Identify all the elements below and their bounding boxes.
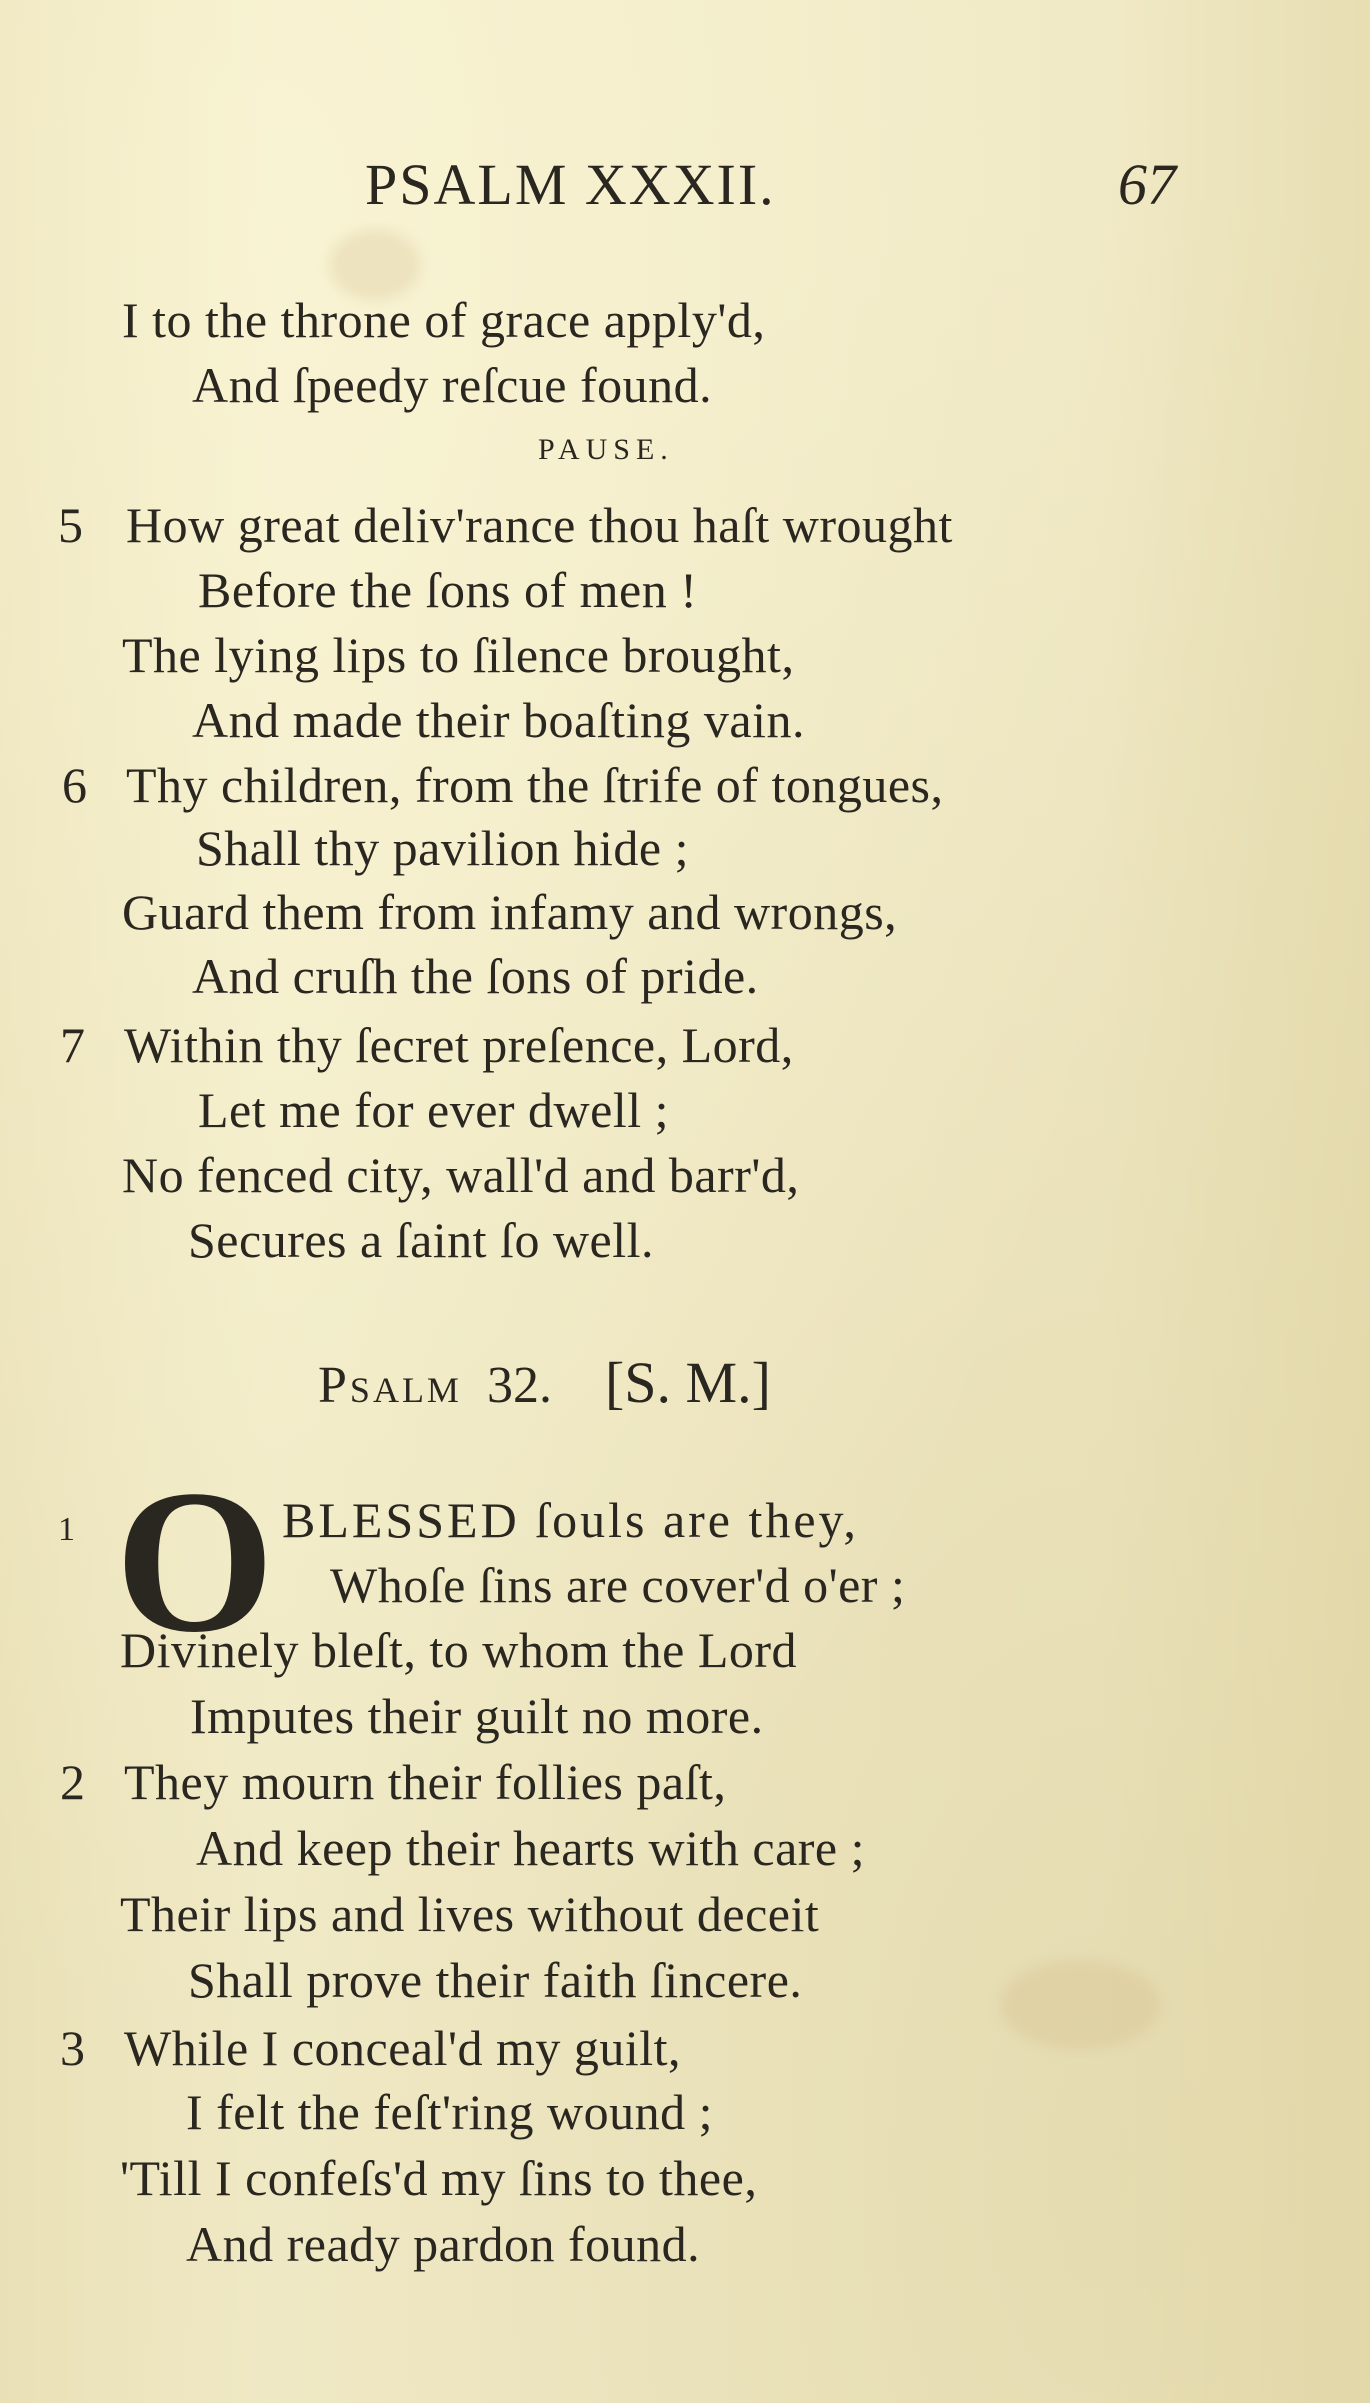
stanza-number: 5 xyxy=(58,497,83,553)
stanza-number: 7 xyxy=(60,1017,85,1073)
verse-line: Imputes their guilt no more. xyxy=(190,1688,764,1744)
verse-line: Shall thy pavilion hide ; xyxy=(196,820,690,876)
psalm-number: 32. xyxy=(486,1357,552,1414)
stanza-number: 3 xyxy=(60,2020,85,2076)
verse-line: Within thy ſecret preſence, Lord, xyxy=(124,1017,794,1073)
verse-line: Shall prove their faith ſincere. xyxy=(188,1952,803,2008)
stanza-number: 1 xyxy=(58,1511,75,1548)
verse-line: And ready pardon found. xyxy=(186,2216,701,2272)
verse-line: Let me for ever dwell ; xyxy=(198,1082,670,1138)
verse-line: I to the throne of grace apply'd, xyxy=(122,292,766,348)
stanza-number: 6 xyxy=(62,757,87,813)
verse-line: I felt the feſt'ring wound ; xyxy=(186,2084,714,2140)
verse-line: And keep their hearts with care ; xyxy=(196,1820,866,1876)
verse-line: The lying lips to ſilence brought, xyxy=(122,627,795,683)
page-header xyxy=(0,150,1370,220)
page-number: 67 xyxy=(1118,152,1176,217)
verse-line: Their lips and lives without deceit xyxy=(120,1886,820,1942)
pause-marker: PAUSE. xyxy=(538,433,674,466)
verse-line: And cruſh the ſons of pride. xyxy=(192,948,759,1004)
paper-stain xyxy=(1000,1960,1160,2050)
drop-cap: O xyxy=(115,1448,275,1675)
verse-line: And made their boaſting vain. xyxy=(192,692,805,748)
verse-line: BLESSED ſouls are they, xyxy=(282,1492,859,1548)
psalm-word: Psalm xyxy=(318,1357,462,1414)
verse-line: And ſpeedy reſcue found. xyxy=(192,357,713,413)
verse-line: Divinely bleſt, to whom the Lord xyxy=(120,1622,798,1678)
verse-line: While I conceal'd my guilt, xyxy=(124,2020,682,2076)
verse-line: Secures a ſaint ſo well. xyxy=(188,1212,655,1268)
verse-line: Before the ſons of men ! xyxy=(198,562,698,618)
stanza-number: 2 xyxy=(60,1754,85,1810)
psalm-heading xyxy=(318,1350,771,1419)
verse-line: 'Till I confeſs'd my ſins to thee, xyxy=(120,2150,758,2206)
verse-line: They mourn their follies paſt, xyxy=(124,1754,727,1810)
verse-line: Whoſe ſins are cover'd o'er ; xyxy=(330,1557,906,1613)
verse-line: Thy children, from the ſtrife of tongues, xyxy=(126,757,944,813)
running-title: PSALM XXXII. xyxy=(365,152,776,217)
meter-label: [S. M.] xyxy=(604,1350,771,1415)
verse-line: How great deliv'rance thou haſt wrought xyxy=(126,497,953,553)
verse-line: No fenced city, wall'd and barr'd, xyxy=(122,1147,800,1203)
verse-line: Guard them from infamy and wrongs, xyxy=(122,884,898,940)
